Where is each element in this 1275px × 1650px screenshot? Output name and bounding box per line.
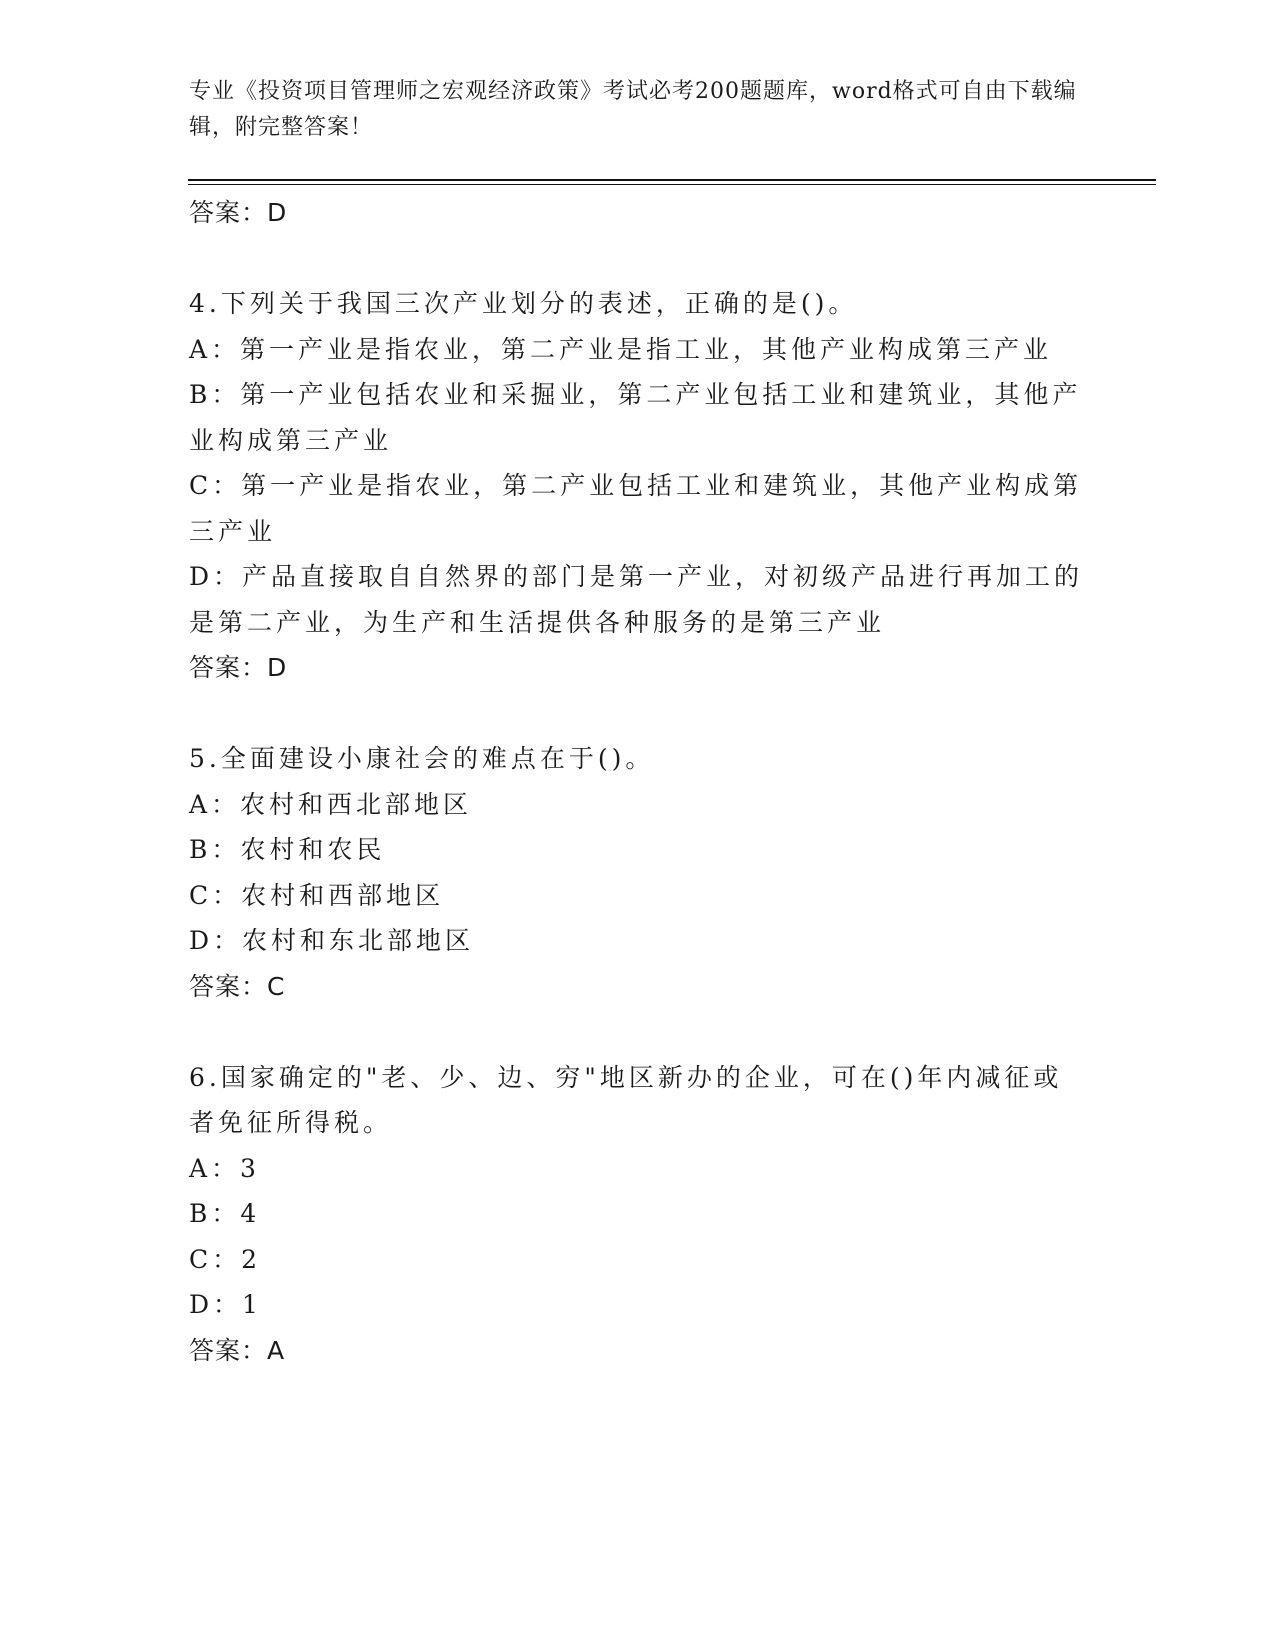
header-rule-thin xyxy=(188,184,1156,185)
question-stem-continued: 者免征所得税。 xyxy=(189,1108,393,1137)
question-stem: 6.国家确定的"老、少、边、穷"地区新办的企业，可在()年内减征或 xyxy=(189,1062,1063,1092)
option-d: D：农村和东北部地区 xyxy=(189,926,475,955)
option-c: C：第一产业是指农业，第二产业包括工业和建筑业，其他产业构成第 xyxy=(189,471,1083,500)
answer-line: 答案：A xyxy=(189,1335,286,1365)
question-content xyxy=(189,190,1089,1373)
option-d: D：产品直接取自自然界的部门是第一产业，对初级产品进行再加工的 xyxy=(189,562,1084,591)
spacer xyxy=(189,691,1089,737)
option-a: A：3 xyxy=(189,1153,260,1183)
question-stem: 5.全面建设小康社会的难点在于()。 xyxy=(189,744,655,773)
header-rule-thick xyxy=(188,179,1156,181)
option-b: B：农村和农民 xyxy=(189,835,386,864)
option-c-continued: 三产业 xyxy=(189,516,277,546)
answer-line: 答案：D xyxy=(189,198,288,227)
option-b: B：4 xyxy=(189,1199,261,1228)
spacer xyxy=(189,1009,1089,1055)
question-block xyxy=(189,1055,1089,1374)
option-a: A：农村和西北部地区 xyxy=(189,789,473,819)
option-a: A：第一产业是指农业，第二产业是指工业，其他产业构成第三产业 xyxy=(189,334,1053,364)
answer-line: 答案：D xyxy=(189,653,288,682)
option-c: C：农村和西部地区 xyxy=(189,880,445,910)
option-d-continued: 是第二产业，为生产和生活提供各种服务的是第三产业 xyxy=(189,607,886,637)
answer-line: 答案：C xyxy=(189,971,286,1001)
option-c: C：2 xyxy=(189,1244,262,1274)
document-header: 专业《投资项目管理师之宏观经济政策》考试必考200题题库，word格式可自由下载编辑，附完整答案！ xyxy=(189,79,1077,140)
question-stem: 4.下列关于我国三次产业划分的表述，正确的是()。 xyxy=(189,289,858,318)
spacer xyxy=(189,236,1089,282)
question-block xyxy=(189,281,1089,691)
option-b-continued: 业构成第三产业 xyxy=(189,425,393,455)
question-block xyxy=(189,736,1089,1009)
option-b: B：第一产业包括农业和采掘业，第二产业包括工业和建筑业，其他产 xyxy=(189,380,1082,409)
option-d: D：1 xyxy=(189,1290,262,1319)
